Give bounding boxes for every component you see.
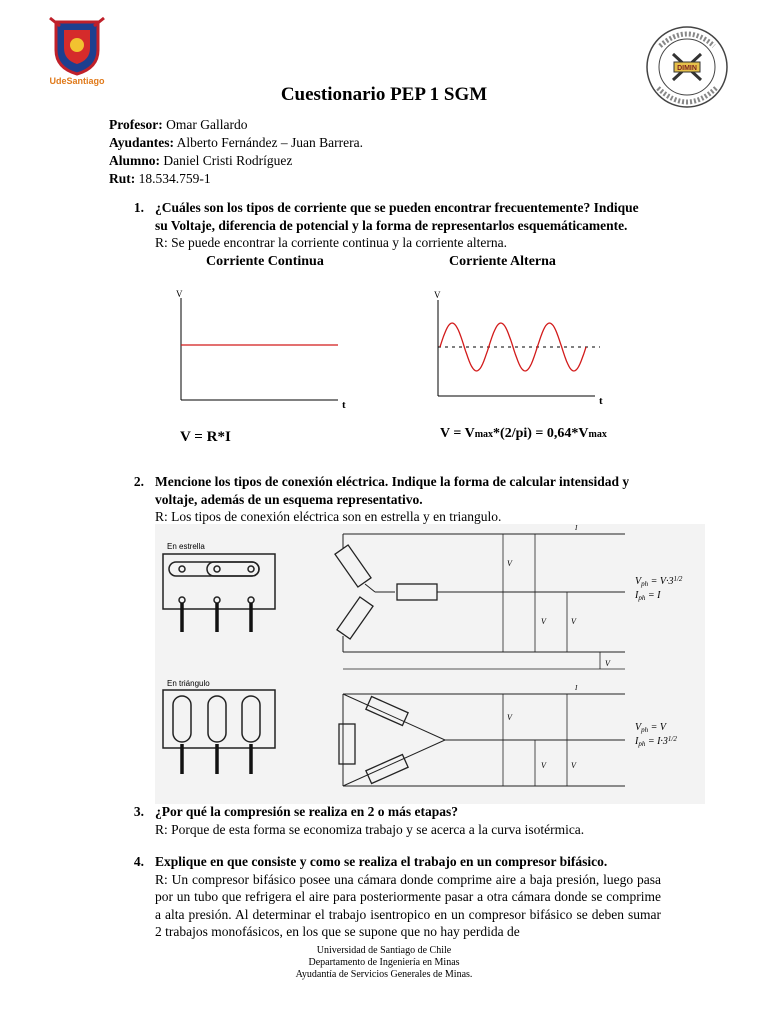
question-1-number: 1.: [133, 200, 144, 215]
question-2: [155, 473, 661, 526]
svg-text:V: V: [507, 713, 512, 722]
page-footer: [0, 945, 768, 981]
question-2-number: 2.: [133, 474, 144, 489]
question-3-number: 3.: [133, 804, 144, 819]
svg-text:V: V: [541, 617, 546, 626]
ac-y-label: V: [434, 290, 441, 300]
question-3-answer: R: Porque de esta forma se economiza trabajo y se acerca a la curva isotérmica.: [155, 821, 585, 837]
svg-text:V: V: [541, 761, 546, 770]
dc-chart-title: Corriente Continua: [206, 254, 324, 269]
dc-y-label: V: [176, 289, 183, 299]
info-profesor: Profesor: Omar Gallardo: [109, 117, 248, 132]
triangulo-label: En triángulo: [167, 679, 210, 688]
question-2-text-line2: voltaje, además de un esquema representativo.: [155, 491, 423, 507]
ac-chart-title: Corriente Alterna: [449, 254, 556, 269]
info-block: [109, 116, 363, 188]
question-4-text: Explique en que consiste y como se realiza el trabajo en un compresor bifásico.: [155, 854, 608, 869]
ac-x-label: t: [599, 395, 603, 407]
dc-x-label: t: [342, 399, 346, 411]
question-4: [155, 853, 661, 941]
connection-diagram: [155, 524, 705, 804]
dc-formula: V = R*I: [180, 429, 231, 445]
ac-chart: [420, 254, 660, 454]
svg-text:I: I: [575, 684, 578, 692]
info-alumno: Alumno: Daniel Cristi Rodríguez: [109, 153, 293, 168]
question-3: [155, 803, 661, 838]
star-formula-i: $I_{ph} = I$: [635, 590, 661, 602]
svg-text:V: V: [507, 559, 512, 568]
delta-formula-i: $I_{ph} = I\cdot 3^{1/2}$: [635, 735, 677, 748]
question-1-answer: R: Se puede encontrar la corriente continua y la corriente alterna.: [155, 235, 507, 250]
footer-line-1: Universidad de Santiago de Chile: [316, 945, 452, 956]
estrella-label: En estrella: [167, 542, 205, 551]
delta-formula-v: $V_{ph} = V$: [635, 722, 666, 734]
info-ayudantes: Ayudantes: Alberto Fernández – Juan Barrera.: [109, 135, 363, 150]
question-2-answer: R: Los tipos de conexión eléctrica son en estrella y en triangulo.: [155, 509, 502, 524]
question-4-answer: R: Un compresor bifásico posee una cámara donde comprime aire a baja presión, luego pasa por un tubo que refrigera el aire para posteriormente pasar a otra cámara donde se comprime a alta presión. Al determinar el trabajo isentropico en un compresor bifásico se deben sumar 2 trabajos monofásicos, en los que se supone que no hay perdida de: [155, 871, 661, 939]
svg-text:V: V: [571, 617, 576, 626]
question-1-text-line2: su Voltaje, diferencia de potencial y la forma de representarlos esquemáticamente.: [155, 217, 628, 233]
svg-text:I: I: [575, 524, 578, 532]
footer-line-2: Departamento de Ingeniería en Minas: [308, 957, 460, 968]
page-title: Cuestionario PEP 1 SGM: [280, 84, 488, 105]
dc-chart: [150, 254, 370, 454]
question-2-text-line1: Mencione los tipos de conexión eléctrica. Indique la forma de calcular intensidad y: [155, 474, 630, 489]
logo-right-center-text: DIMIN: [677, 65, 697, 72]
question-4-number: 4.: [133, 854, 144, 869]
svg-text:V: V: [571, 761, 576, 770]
logo-left-text: UdeSantiago: [49, 76, 105, 86]
ac-formula: V = Vmax*(2/pi) = 0,64*Vmax: [440, 426, 607, 441]
question-1-text-line1: ¿Cuáles son los tipos de corriente que se pueden encontrar frecuentemente? Indique: [155, 200, 639, 215]
udesantiago-logo: [42, 12, 112, 87]
svg-text:V: V: [605, 659, 610, 668]
info-rut: Rut: 18.534.759-1: [109, 171, 211, 186]
footer-line-3: Ayudantía de Servicios Generales de Minas.: [295, 969, 473, 980]
star-formula-v: $V_{ph} = V\cdot 3^{1/2}$: [635, 575, 683, 588]
question-3-text: ¿Por qué la compresión se realiza en 2 o más etapas?: [155, 804, 458, 819]
question-1: [155, 199, 661, 252]
